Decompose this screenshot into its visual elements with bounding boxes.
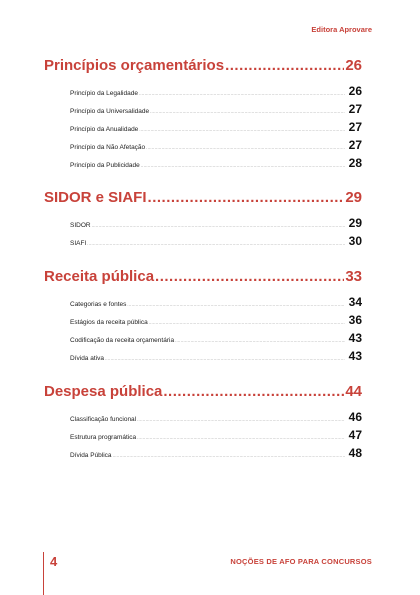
footer-page-number: 4: [50, 554, 58, 569]
toc-entry[interactable]: [44, 347, 362, 365]
section-title: Despesa pública: [44, 383, 163, 400]
dot-leader: [141, 157, 345, 175]
dot-leader: [127, 296, 345, 314]
entry-title: Princípio da Não Afetação: [70, 144, 146, 151]
entry-page: 26: [348, 84, 362, 98]
toc-section-heading[interactable]: [44, 267, 362, 287]
toc-entry[interactable]: [44, 329, 362, 347]
entry-page: 48: [348, 446, 362, 460]
toc-entry[interactable]: [44, 82, 362, 100]
section-page: 26: [345, 57, 362, 74]
toc-entry[interactable]: [44, 444, 362, 462]
toc-section: [44, 382, 362, 462]
section-title: SIDOR e SIAFI: [44, 189, 147, 206]
toc-entry[interactable]: [44, 100, 362, 118]
entry-title: Princípio da Anualidade: [70, 126, 139, 133]
section-title: Princípios orçamentários: [44, 57, 225, 74]
dot-leader: [92, 217, 345, 235]
dot-leader: [175, 332, 345, 350]
entry-title: Estágios da receita pública: [70, 319, 148, 326]
entry-title: Dívida ativa: [70, 355, 104, 362]
toc-entry[interactable]: [44, 136, 362, 154]
dot-leader: [113, 447, 345, 465]
dot-leader: [146, 139, 345, 157]
toc-entry[interactable]: [44, 154, 362, 172]
dot-leader: [155, 267, 344, 287]
entry-page: 27: [348, 138, 362, 152]
dot-leader: [87, 235, 345, 253]
entry-page: 27: [348, 102, 362, 116]
entry-page: 30: [348, 234, 362, 248]
toc-entry[interactable]: [44, 311, 362, 329]
toc-entry[interactable]: [44, 293, 362, 311]
dot-leader: [105, 350, 345, 368]
publisher-name: Editora Aprovare: [311, 25, 372, 34]
toc-section-heading[interactable]: [44, 382, 362, 402]
dot-leader: [163, 382, 344, 402]
toc-entry[interactable]: [44, 408, 362, 426]
section-page: 29: [345, 189, 362, 206]
entry-title: Dívida Pública: [70, 452, 112, 459]
toc-section-heading[interactable]: [44, 188, 362, 208]
entry-page: 28: [348, 156, 362, 170]
entry-title: Princípio da Legalidade: [70, 90, 138, 97]
dot-leader: [148, 188, 345, 208]
toc-section-heading[interactable]: [44, 56, 362, 76]
dot-leader: [139, 121, 345, 139]
entry-title: Estrutura programática: [70, 434, 137, 441]
entry-page: 36: [348, 313, 362, 327]
entry-page: 46: [348, 410, 362, 424]
section-page: 44: [345, 383, 362, 400]
entry-page: 47: [348, 428, 362, 442]
dot-leader: [225, 56, 344, 76]
toc-entry[interactable]: [44, 118, 362, 136]
entry-page: 29: [348, 216, 362, 230]
dot-leader: [150, 103, 345, 121]
dot-leader: [137, 429, 345, 447]
entry-page: 27: [348, 120, 362, 134]
footer-divider: [43, 552, 44, 595]
toc-entry[interactable]: [44, 426, 362, 444]
entry-title: SIAFI: [70, 240, 87, 247]
dot-leader: [137, 411, 345, 429]
section-page: 33: [345, 268, 362, 285]
toc-entry[interactable]: [44, 232, 362, 250]
entry-title: Classificação funcional: [70, 416, 137, 423]
entry-title: Categorias e fontes: [70, 301, 127, 308]
toc-section: [44, 188, 362, 250]
entry-page: 43: [348, 331, 362, 345]
toc-section: [44, 267, 362, 365]
toc-entry[interactable]: [44, 214, 362, 232]
entry-title: Princípio da Universalidade: [70, 108, 150, 115]
section-title: Receita pública: [44, 268, 155, 285]
entry-title: Codificação da receita orçamentária: [70, 337, 175, 344]
entry-page: 43: [348, 349, 362, 363]
footer-running-title: NOÇÕES DE AFO PARA CONCURSOS: [230, 557, 372, 566]
entry-title: Princípio da Publicidade: [70, 162, 140, 169]
entry-page: 34: [348, 295, 362, 309]
dot-leader: [149, 314, 345, 332]
toc-section: [44, 56, 362, 172]
dot-leader: [139, 85, 345, 103]
entry-title: SIDOR: [70, 222, 91, 229]
